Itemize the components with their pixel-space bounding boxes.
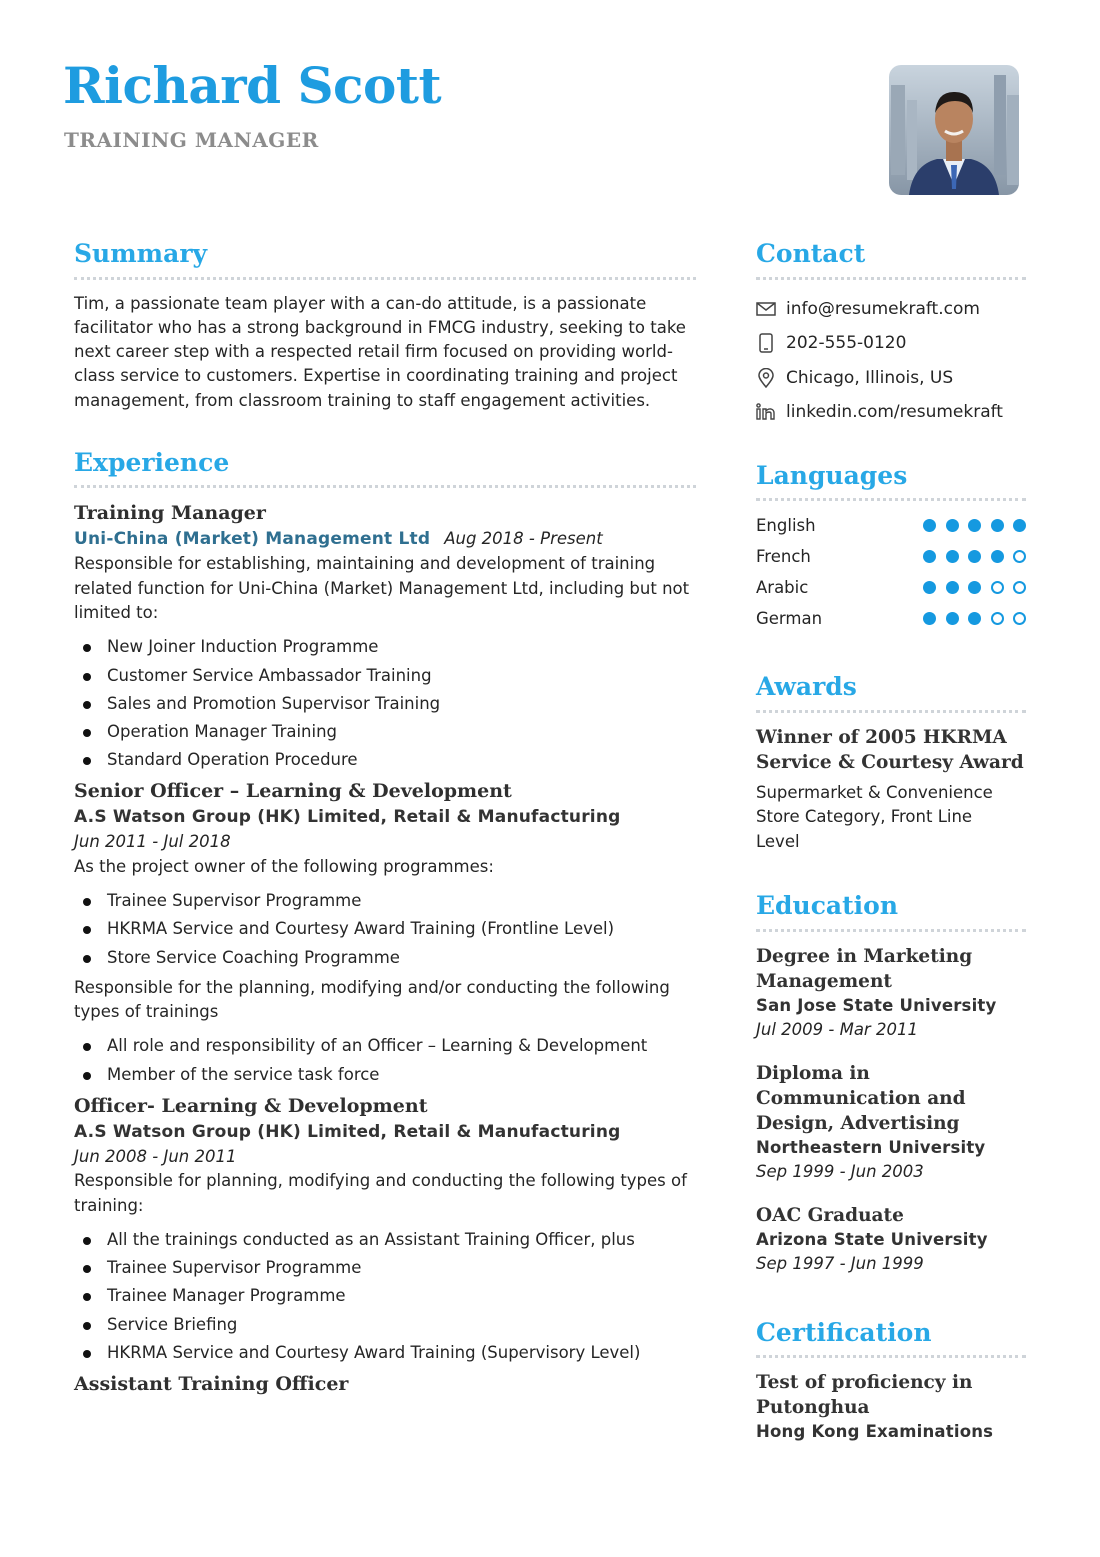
contact-email-text: info@resumekraft.com <box>786 298 980 319</box>
job-bullets <box>74 887 696 972</box>
rating-dot-filled <box>923 550 936 563</box>
rating-dot-filled <box>946 519 959 532</box>
section-divider <box>74 277 696 280</box>
profile-photo <box>889 65 1019 195</box>
list-item: HKRMA Service and Courtesy Award Training (Frontline Level) <box>74 915 696 943</box>
job-company: A.S Watson Group (HK) Limited, Retail & Manufacturing <box>74 1121 621 1142</box>
job-description: Responsible for planning, modifying and conducting the following types of training: <box>74 1171 687 1215</box>
list-item: All role and responsibility of an Officer – Learning & Development <box>74 1032 696 1060</box>
list-item: Trainee Supervisor Programme <box>74 1254 696 1282</box>
job-title: Assistant Training Officer <box>74 1372 349 1395</box>
rating-dot-filled <box>968 550 981 563</box>
section-divider <box>756 498 1026 501</box>
contact-location-text: Chicago, Illinois, US <box>786 367 954 388</box>
contact-linkedin-text: linkedin.com/resumekraft <box>786 402 1003 423</box>
job-date: Jun 2008 - Jun 2011 <box>74 1146 237 1166</box>
contact-heading: Contact <box>756 239 866 268</box>
education-heading: Education <box>756 891 899 920</box>
candidate-name: Richard Scott <box>63 56 442 115</box>
location-pin-icon <box>756 368 786 388</box>
language-name: French <box>756 547 811 566</box>
contact-phone-text: 202-555-0120 <box>786 333 907 354</box>
contact-email[interactable] <box>756 292 1026 327</box>
job-company: A.S Watson Group (HK) Limited, Retail & Manufacturing <box>74 807 621 828</box>
job-bullets <box>74 1226 696 1367</box>
language-rating <box>923 612 1026 625</box>
job-entry <box>74 1371 696 1397</box>
section-divider <box>74 485 696 488</box>
rating-dot-filled <box>923 519 936 532</box>
language-name: English <box>756 516 816 535</box>
section-divider <box>756 929 1026 932</box>
rating-dot-empty <box>991 581 1004 594</box>
language-row <box>756 572 1026 603</box>
job-description: Responsible for establishing, maintaining and development of training related function for Uni-China (Market) Management Ltd, including but not limited to: <box>74 554 690 623</box>
education-degree: OAC Graduate <box>756 1204 904 1226</box>
certification-issuer: Hong Kong Examinations <box>756 1422 994 1441</box>
envelope-icon <box>756 301 786 317</box>
list-item: Store Service Coaching Programme <box>74 944 696 972</box>
section-divider <box>756 277 1026 280</box>
rating-dot-empty <box>1013 612 1026 625</box>
education-date: Jul 2009 - Mar 2011 <box>756 1020 918 1039</box>
language-row <box>756 510 1026 541</box>
award-title: Winner of 2005 HKRMA Service & Courtesy Award <box>756 726 1024 773</box>
left-column <box>74 240 696 1397</box>
rating-dot-filled <box>968 519 981 532</box>
education-degree: Degree in Marketing Management <box>756 945 973 992</box>
education-date: Sep 1999 - Jun 2003 <box>756 1162 924 1181</box>
job-description: As the project owner of the following programmes: <box>74 856 494 876</box>
language-list <box>756 510 1026 634</box>
job-date: Aug 2018 - Present <box>444 529 603 549</box>
candidate-role: TRAINING MANAGER <box>64 128 319 152</box>
right-column <box>756 240 1026 1445</box>
job-entry <box>74 500 696 774</box>
rating-dot-filled <box>946 581 959 594</box>
awards-heading: Awards <box>756 672 857 701</box>
section-divider <box>756 1355 1026 1358</box>
job-title: Training Manager <box>74 502 266 525</box>
list-item: All the trainings conducted as an Assistant Training Officer, plus <box>74 1226 696 1254</box>
rating-dot-filled <box>923 612 936 625</box>
list-item: Sales and Promotion Supervisor Training <box>74 690 696 718</box>
award-description: Supermarket & Convenience Store Category, Front Line Level <box>756 782 993 851</box>
language-name: Arabic <box>756 578 809 597</box>
list-item: Trainee Supervisor Programme <box>74 887 696 915</box>
education-date: Sep 1997 - Jun 1999 <box>756 1254 924 1273</box>
job-company: Uni-China (Market) Management Ltd <box>74 529 431 550</box>
education-entry <box>756 944 1026 1043</box>
rating-dot-filled <box>923 581 936 594</box>
list-item: Member of the service task force <box>74 1061 696 1089</box>
experience-heading: Experience <box>74 447 230 477</box>
language-rating <box>923 550 1026 563</box>
rating-dot-empty <box>1013 550 1026 563</box>
education-entry <box>756 1061 1026 1185</box>
linkedin-icon <box>756 403 786 421</box>
job-description: Responsible for the planning, modifying and/or conducting the following types of trainings <box>74 977 670 1022</box>
list-item: Service Briefing <box>74 1311 696 1339</box>
education-school: San Jose State University <box>756 995 997 1015</box>
contact-linkedin[interactable] <box>756 395 1026 430</box>
summary-heading: Summary <box>74 239 208 268</box>
education-school: Arizona State University <box>756 1229 988 1249</box>
rating-dot-filled <box>1013 519 1026 532</box>
language-name: German <box>756 609 823 628</box>
section-divider <box>756 710 1026 713</box>
education-school: Northeastern University <box>756 1137 986 1157</box>
list-item: Customer Service Ambassador Training <box>74 662 696 690</box>
list-item: Operation Manager Training <box>74 718 696 746</box>
job-bullets <box>74 633 696 774</box>
language-row <box>756 541 1026 572</box>
job-entry <box>74 778 696 1088</box>
education-degree: Diploma in Communication and Design, Advertising <box>756 1062 966 1134</box>
rating-dot-filled <box>991 550 1004 563</box>
summary-text: Tim, a passionate team player with a can-do attitude, is a passionate facilitator who has a strong background in FMCG industry, seeking to take next career step with a respected retail firm focused on providing world-class service to customers. Expertise in coordinating training and project management, from classroom training to staff engagement activities. <box>74 293 686 410</box>
rating-dot-filled <box>946 550 959 563</box>
job-bullets <box>74 1032 696 1088</box>
language-row <box>756 603 1026 634</box>
job-title: Senior Officer – Learning & Development <box>74 780 512 803</box>
rating-dot-empty <box>1013 581 1026 594</box>
contact-phone[interactable] <box>756 326 1026 361</box>
education-entry <box>756 1203 1026 1277</box>
list-item: Standard Operation Procedure <box>74 746 696 774</box>
rating-dot-empty <box>991 612 1004 625</box>
list-item: HKRMA Service and Courtesy Award Training (Supervisory Level) <box>74 1339 696 1367</box>
contact-location <box>756 361 1026 396</box>
list-item: New Joiner Induction Programme <box>74 633 696 661</box>
certification-heading: Certification <box>756 1317 932 1347</box>
list-item: Trainee Manager Programme <box>74 1282 696 1310</box>
job-title: Officer- Learning & Development <box>74 1094 428 1117</box>
languages-heading: Languages <box>756 460 908 490</box>
certification-title: Test of proficiency in Putonghua <box>756 1372 973 1418</box>
job-date: Jun 2011 - Jul 2018 <box>74 832 231 852</box>
language-rating <box>923 581 1026 594</box>
rating-dot-filled <box>968 612 981 625</box>
rating-dot-filled <box>968 581 981 594</box>
language-rating <box>923 519 1026 532</box>
rating-dot-filled <box>946 612 959 625</box>
phone-icon <box>756 333 786 353</box>
rating-dot-filled <box>991 519 1004 532</box>
job-entry <box>74 1093 696 1367</box>
